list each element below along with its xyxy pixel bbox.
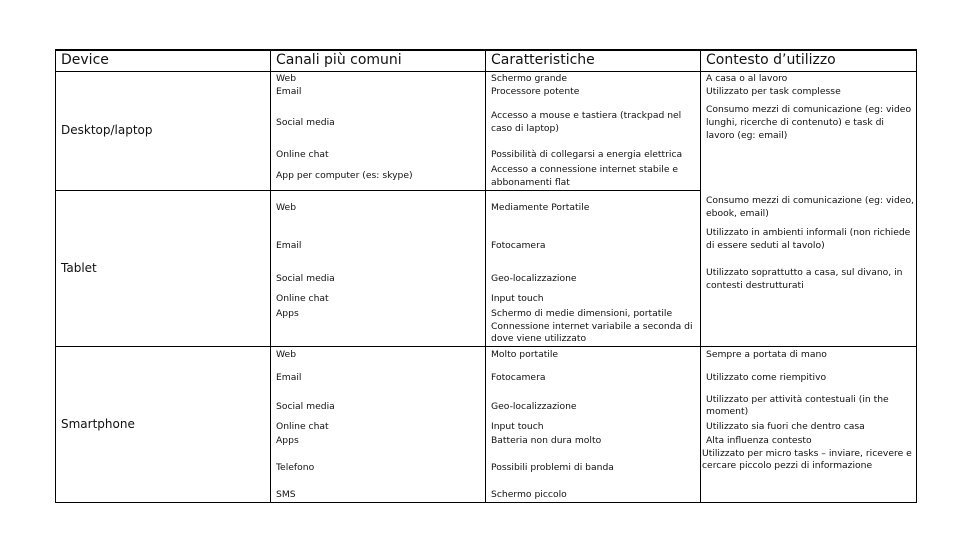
- row-divider-desktop-tablet: [55, 190, 700, 191]
- desktop-canale-web: Web: [276, 73, 297, 84]
- tablet-contesto-consumo: Consumo mezzi di comunicazione (eg: video, ebook, email): [706, 195, 914, 219]
- smartphone-contesto-riempitivo: Utilizzato come riempitivo: [706, 372, 827, 383]
- desktop-contesto-consumo: Consumo mezzi di comunicazione (eg: video lunghi, ricerche di contenuto) e task di lavoro (eg: email): [706, 104, 912, 141]
- tablet-caratt-touch: Input touch: [491, 293, 544, 304]
- smartphone-canale-social: Social media: [276, 401, 335, 412]
- table-border-right: [916, 49, 917, 503]
- tablet-canale-email: Email: [276, 240, 302, 251]
- smartphone-canale-chat: Online chat: [276, 421, 329, 432]
- smartphone-caratt-batteria: Batteria non dura molto: [491, 435, 602, 446]
- desktop-contesto-casa: A casa o al lavoro: [706, 73, 788, 84]
- desktop-canale-social: Social media: [276, 117, 335, 128]
- header-canali: Canali più comuni: [276, 52, 402, 68]
- tablet-caratt-portatile: Mediamente Portatile: [491, 202, 590, 213]
- smartphone-contesto-portata: Sempre a portata di mano: [706, 349, 827, 360]
- header-divider: [55, 71, 917, 72]
- desktop-caratt-connessione: Accesso a connessione internet stabile e abbonamenti flat: [491, 164, 679, 188]
- column-divider-2: [485, 49, 486, 503]
- table-border-left: [55, 49, 56, 503]
- smartphone-caratt-schermo: Schermo piccolo: [491, 489, 567, 500]
- smartphone-contesto-micro-tasks: Utilizzato per micro tasks – inviare, ricevere e cercare piccolo pezzi di informazione: [702, 448, 912, 471]
- desktop-caratt-schermo: Schermo grande: [491, 73, 568, 84]
- smartphone-canale-apps: Apps: [276, 435, 299, 446]
- tablet-caratt-connessione: Connessione internet variabile a seconda di dove viene utilizzato: [491, 321, 693, 344]
- table-border-top: [55, 49, 917, 51]
- column-divider-3: [700, 49, 701, 503]
- desktop-contesto-task: Utilizzato per task complesse: [706, 86, 841, 97]
- table-border-bottom: [55, 502, 917, 503]
- device-smartphone: Smartphone: [61, 417, 135, 431]
- tablet-canale-chat: Online chat: [276, 293, 329, 304]
- smartphone-canale-telefono: Telefono: [276, 462, 315, 473]
- smartphone-contesto-contestuali: Utilizzato per attività contestuali (in the moment): [706, 394, 889, 417]
- tablet-canale-social: Social media: [276, 273, 335, 284]
- desktop-caratt-processore: Processore potente: [491, 86, 580, 97]
- device-tablet: Tablet: [61, 261, 97, 275]
- desktop-canale-app: App per computer (es: skype): [276, 170, 413, 181]
- column-divider-1: [270, 49, 271, 503]
- tablet-contesto-divano: Utilizzato soprattutto a casa, sul divano, in contesti destrutturati: [706, 267, 903, 291]
- smartphone-canale-email: Email: [276, 372, 302, 383]
- tablet-caratt-fotocamera: Fotocamera: [491, 240, 546, 251]
- smartphone-caratt-portatile: Molto portatile: [491, 349, 559, 360]
- header-caratteristiche: Caratteristiche: [491, 52, 595, 68]
- desktop-canale-chat: Online chat: [276, 149, 329, 160]
- smartphone-caratt-geo: Geo-localizzazione: [491, 401, 577, 412]
- smartphone-caratt-touch: Input touch: [491, 421, 544, 432]
- smartphone-contesto-fuori-casa: Utilizzato sia fuori che dentro casa: [706, 421, 865, 432]
- smartphone-caratt-banda: Possibili problemi di banda: [491, 462, 614, 473]
- tablet-caratt-schermo: Schermo di medie dimensioni, portatile: [491, 308, 673, 319]
- smartphone-canale-sms: SMS: [276, 489, 296, 500]
- tablet-contesto-informali: Utilizzato in ambienti informali (non richiede di essere seduti al tavolo): [706, 227, 911, 251]
- tablet-canale-web: Web: [276, 202, 297, 213]
- device-desktop: Desktop/laptop: [61, 123, 153, 137]
- desktop-caratt-energia: Possibilità di collegarsi a energia elettrica: [491, 149, 683, 160]
- desktop-canale-email: Email: [276, 86, 302, 97]
- tablet-caratt-geo: Geo-localizzazione: [491, 273, 577, 284]
- tablet-canale-apps: Apps: [276, 308, 299, 319]
- row-divider-tablet-smartphone: [55, 346, 917, 347]
- header-device: Device: [61, 52, 109, 68]
- desktop-caratt-mouse: Accesso a mouse e tastiera (trackpad nel caso di laptop): [491, 110, 682, 134]
- smartphone-caratt-fotocamera: Fotocamera: [491, 372, 546, 383]
- smartphone-contesto-influenza: Alta influenza contesto: [706, 435, 812, 446]
- smartphone-canale-web: Web: [276, 349, 297, 360]
- header-contesto: Contesto d’utilizzo: [706, 52, 836, 68]
